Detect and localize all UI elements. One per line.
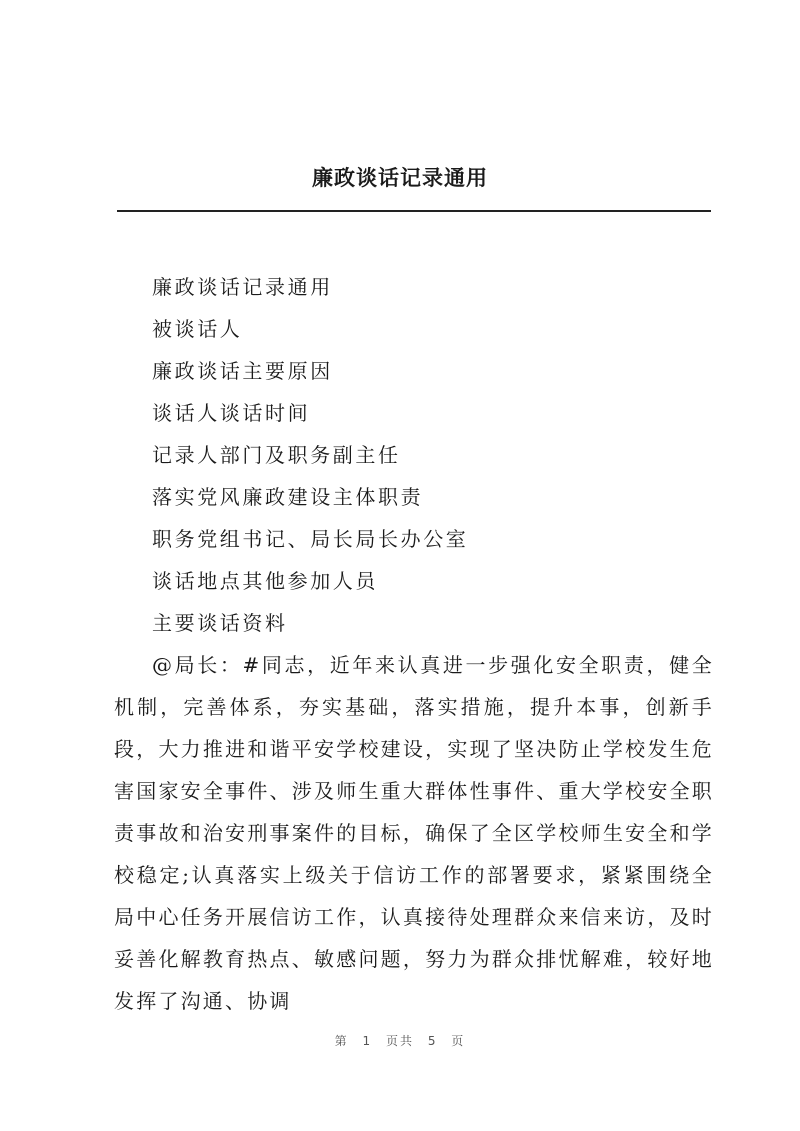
footer-prefix: 第	[334, 1034, 349, 1048]
body-line: 职务党组书记、局长局长办公室	[152, 527, 469, 551]
body-line: 谈话地点其他参加人员	[152, 569, 378, 593]
body-line: 落实党风廉政建设主体职责	[152, 485, 424, 509]
page-footer	[0, 1032, 800, 1049]
body-line: 被谈话人	[152, 317, 243, 341]
body-line: 记录人部门及职务副主任	[152, 443, 401, 467]
footer-total-pages: 5	[427, 1034, 438, 1048]
body-paragraph: @局长：#同志，近年来认真进一步强化安全职责，健全机制，完善体系，夯实基础，落实措施，提升本事，创新手段，大力推进和谐平安学校建设，实现了坚决防止学校发生危害国家安全事件、涉及师生重大群体性事件、重大学校安全职责事故和治安刑事案件的目标，确保了全区学校师生安全和学校稳定;认真落实上级关于信访工作的部署要求，紧紧围绕全局中心任务开展信访工作，认真接待处理群众来信来访，及时妥善化解教育热点、敏感问题，努力为群众排忧解难，较好地发挥了沟通、协调	[114, 653, 714, 1013]
body-line: 主要谈话资料	[152, 611, 288, 635]
document-title: 廉政谈话记录通用	[312, 166, 488, 190]
body-line: 廉政谈话主要原因	[152, 359, 333, 383]
footer-suffix: 页	[451, 1034, 466, 1048]
document-body	[114, 266, 714, 1022]
footer-page-number: 1	[362, 1034, 373, 1048]
footer-middle: 页共	[385, 1034, 414, 1048]
title-divider	[117, 210, 711, 212]
body-line: 廉政谈话记录通用	[152, 275, 333, 299]
body-line: 谈话人谈话时间	[152, 401, 311, 425]
